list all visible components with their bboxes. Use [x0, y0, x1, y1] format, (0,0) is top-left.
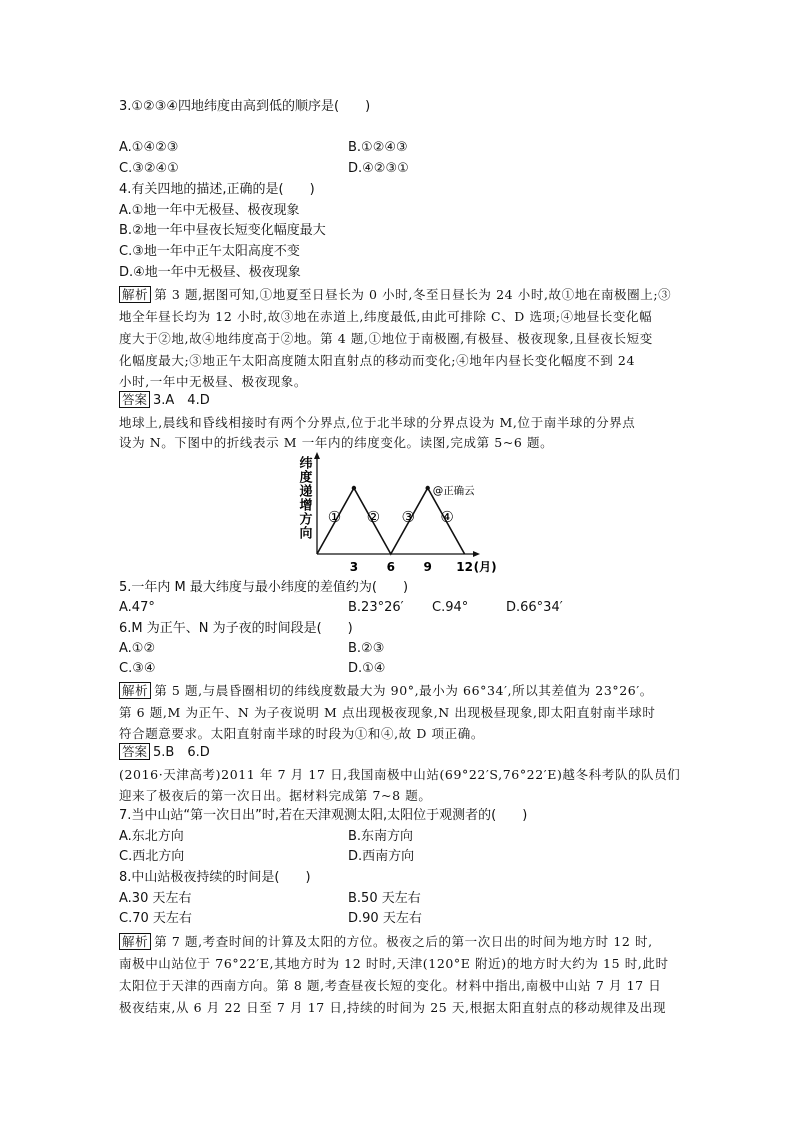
question-7-options-row-2	[119, 847, 415, 867]
option-a: A.东北方向	[119, 829, 184, 844]
x-tick-label: 3	[349, 560, 359, 574]
analysis-line: 解析 第 5 题,与晨昏圈相切的纬线度数最大为 90°,最小为 66°34′,所以其差值为 23°26′。	[119, 681, 653, 701]
question-4-stem: 4.有关四地的描述,正确的是( )	[119, 182, 315, 197]
y-axis-arrow	[314, 452, 320, 459]
option-c: C.③④	[119, 661, 156, 676]
analysis-line: 度大于②地,故④地纬度高于②地。第 4 题,①地位于南极圈,有极昼、极夜现象,且昼夜长短变	[119, 331, 653, 346]
intro-line: 设为 N。下图中的折线表示 M 一年内的纬度变化。读图,完成第 5~6 题。	[119, 435, 554, 450]
analysis-line: 解析 第 7 题,考查时间的计算及太阳的方位。极夜之后的第一次日出的时间为地方时 12 时,	[119, 932, 653, 952]
option-b: B.①②④③	[348, 140, 408, 155]
option-b: B.50 天左右	[348, 891, 421, 906]
x-tick-label: 12	[456, 560, 473, 574]
question-5-options	[119, 598, 563, 618]
option-b: B.②③	[348, 641, 385, 656]
analysis-tag: 解析	[119, 933, 151, 950]
question-7-stem: 7.当中山站“第一次日出”时,若在天津观测太阳,太阳位于观测者的( )	[119, 808, 528, 823]
latitude-chart	[292, 448, 504, 580]
option-d: D.66°34′	[506, 600, 563, 615]
question-8-options-row-1	[119, 889, 421, 909]
question-8-options-row-2	[119, 909, 422, 929]
analysis-line: 第 6 题,M 为正午、N 为子夜说明 M 点出现极夜现象,N 出现极昼现象,即太阳直射南半球时	[119, 705, 656, 720]
question-5-stem: 5.一年内 M 最大纬度与最小纬度的差值约为( )	[119, 580, 409, 595]
intro-line: (2016·天津高考)2011 年 7 月 17 日,我国南极中山站(69°22′S,76°22′E)越冬科考队的队员们	[119, 767, 681, 782]
analysis-line: 化幅度最大;③地正午太阳高度随太阳直射点的移动而变化;④地年内昼长变化幅度不到 24	[119, 353, 636, 368]
question-3-stem: 3.①②③④四地纬度由高到低的顺序是( )	[119, 99, 371, 114]
option-c: C.西北方向	[119, 849, 185, 864]
option-c: C.94°	[432, 600, 469, 615]
option-c: C.③②④①	[119, 161, 179, 176]
answer-tag: 答案	[119, 391, 150, 408]
option-d: D.④地一年中无极昼、极夜现象	[119, 265, 301, 280]
option-d: D.①④	[348, 661, 386, 676]
intro-line: 迎来了极夜后的第一次日出。据材料完成第 7~8 题。	[119, 788, 432, 803]
analysis-line: 地全年昼长均为 12 小时,故③地在赤道上,纬度最低,由此可排除 C、D 选项;④地昼长变化幅	[119, 309, 653, 324]
region-label: ③	[401, 508, 415, 526]
option-c: C.③地一年中正午太阳高度不变	[119, 244, 300, 259]
option-d: D.90 天左右	[348, 911, 422, 926]
option-a: A.30 天左右	[119, 891, 192, 906]
analysis-line: 极夜结束,从 6 月 22 日至 7 月 17 日,持续的时间为 25 天,根据太阳直射点的移动规律及出现	[119, 1000, 667, 1015]
question-6-stem: 6.M 为正午、N 为子夜的时间段是( )	[119, 621, 353, 636]
question-8-stem: 8.中山站极夜持续的时间是( )	[119, 870, 311, 885]
option-b: B.23°26′	[348, 600, 404, 615]
option-a: A.①②	[119, 641, 156, 656]
analysis-line: 小时,一年中无极昼、极夜现象。	[119, 374, 307, 389]
option-a: A.①④②③	[119, 140, 179, 155]
y-axis-label: 纬度递增方向	[296, 456, 312, 540]
option-b: B.②地一年中昼夜长短变化幅度最大	[119, 223, 326, 238]
option-d: D.④②③①	[348, 161, 409, 176]
watermark: @正确云	[432, 485, 475, 497]
question-6-options-row-1	[119, 639, 385, 659]
analysis-tag: 解析	[119, 286, 151, 303]
x-tick-label: 6	[386, 560, 395, 574]
intro-line: 地球上,晨线和昏线相接时有两个分界点,位于北半球的分界点设为 M,位于南半球的分界点	[119, 415, 636, 430]
analysis-line: 太阳位于天津的西南方向。第 8 题,考查昼夜长短的变化。材料中指出,南极中山站 7 月 17 日	[119, 978, 662, 993]
region-label: ④	[440, 508, 454, 526]
data-point	[426, 486, 430, 490]
option-c: C.70 天左右	[119, 911, 192, 926]
option-b: B.东南方向	[348, 829, 414, 844]
analysis-line: 南极中山站位于 76°22′E,其地方时为 12 时时,天津(120°E 附近)的地方时大约为 15 时,此时	[119, 956, 669, 971]
answer-line: 答案 3.A 4.D	[119, 391, 210, 411]
option-a: A.①地一年中无极昼、极夜现象	[119, 203, 300, 218]
answer-tag: 答案	[119, 743, 150, 760]
x-axis-unit: (月)	[473, 560, 497, 574]
region-label: ②	[366, 508, 381, 526]
question-7-options-row-1	[119, 827, 414, 847]
x-axis-arrow	[473, 551, 480, 557]
analysis-line: 符合题意要求。太阳直射南半球的时段为①和④,故 D 项正确。	[119, 726, 484, 741]
option-d: D.西南方向	[348, 849, 415, 864]
data-point	[352, 486, 356, 490]
analysis-tag: 解析	[119, 682, 151, 699]
region-label: ①	[327, 508, 342, 526]
question-6-options-row-2	[119, 659, 386, 679]
analysis-line: 解析 第 3 题,据图可知,①地夏至日昼长为 0 小时,冬至日昼长为 24 小时,故①地在南极圈上;③	[119, 285, 671, 305]
answer-line: 答案 5.B 6.D	[119, 743, 210, 763]
question-3-options-row-2	[119, 159, 409, 179]
x-tick-label: 9	[423, 560, 432, 574]
question-3-options-row-1	[119, 138, 408, 158]
option-a: A.47°	[119, 600, 155, 615]
